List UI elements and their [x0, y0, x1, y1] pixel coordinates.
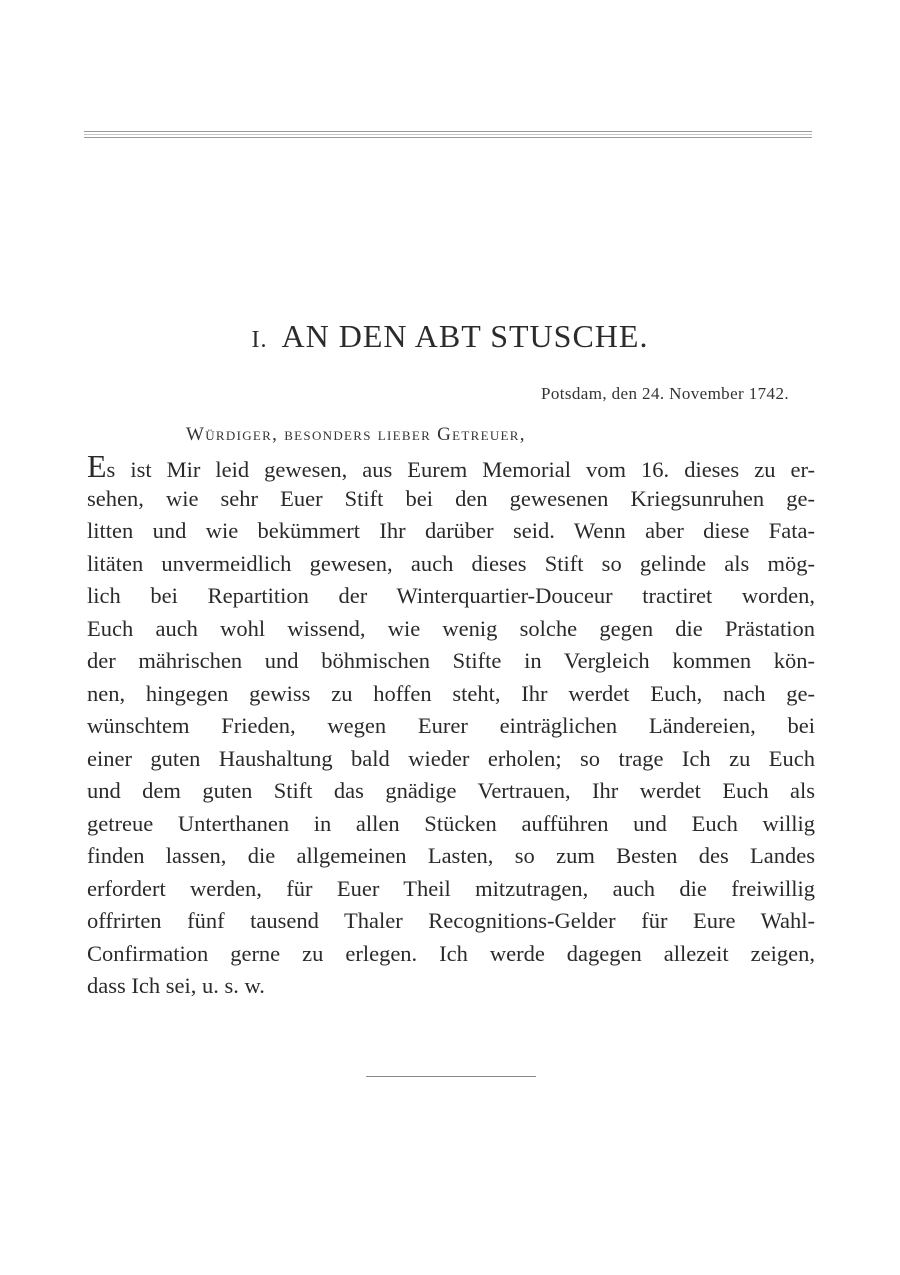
text-line: offrirten fünf tausend Thaler Recognitions-Gelder für Eure Wahl- [87, 908, 815, 933]
salutation: Würdiger, besonders lieber Getreuer, [186, 424, 526, 445]
text-line: einer guten Haushaltung bald wieder erholen; so trage Ich zu Euch [87, 745, 815, 771]
text-line: Es ist Mir leid gewesen, aus Eurem Memorial vom 16. dieses zu er- [87, 448, 815, 484]
letter-body [87, 450, 815, 1003]
text-line: getreue Unterthanen in allen Stücken aufführen und Euch willig [87, 810, 815, 836]
text-line: wünschtem Frieden, wegen Eurer einträglichen Ländereien, bei [87, 713, 815, 738]
text-line: sehen, wie sehr Euer Stift bei den gewesenen Kriegsunruhen ge- [87, 485, 815, 511]
letter-heading [0, 318, 900, 355]
top-double-rule [84, 131, 812, 138]
letter-title: AN DEN ABT STUSCHE. [281, 318, 649, 354]
text-line: Confirmation gerne zu erlegen. Ich werde dagegen allezeit zeigen, [87, 940, 815, 966]
letter-number: I. [251, 327, 268, 353]
closing-rule [366, 1076, 536, 1077]
text-line: Euch auch wohl wissend, wie wenig solche gegen die Prästation [87, 615, 815, 641]
dateline: Potsdam, den 24. November 1742. [540, 384, 789, 403]
text-line: lich bei Repartition der Winterquartier-Douceur tractiret worden, [87, 583, 815, 608]
text-line: litten und wie bekümmert Ihr darüber seid. Wenn aber diese Fata- [87, 518, 815, 543]
text-line: nen, hingegen gewiss zu hoffen steht, Ihr werdet Euch, nach ge- [87, 680, 815, 706]
text-line: finden lassen, die allgemeinen Lasten, so zum Besten des Landes [87, 843, 815, 868]
text-line: und dem guten Stift das gnädige Vertrauen, Ihr werdet Euch als [87, 778, 815, 803]
text-line: erfordert werden, für Euer Theil mitzutragen, auch die freiwillig [87, 875, 815, 901]
text-line: der mährischen und böhmischen Stifte in Vergleich kommen kön- [87, 648, 815, 673]
text-line: litäten unvermeidlich gewesen, auch dieses Stift so gelinde als mög- [87, 550, 815, 576]
text-line: dass Ich sei, u. s. w. [87, 973, 265, 998]
drop-cap: E [87, 448, 107, 484]
